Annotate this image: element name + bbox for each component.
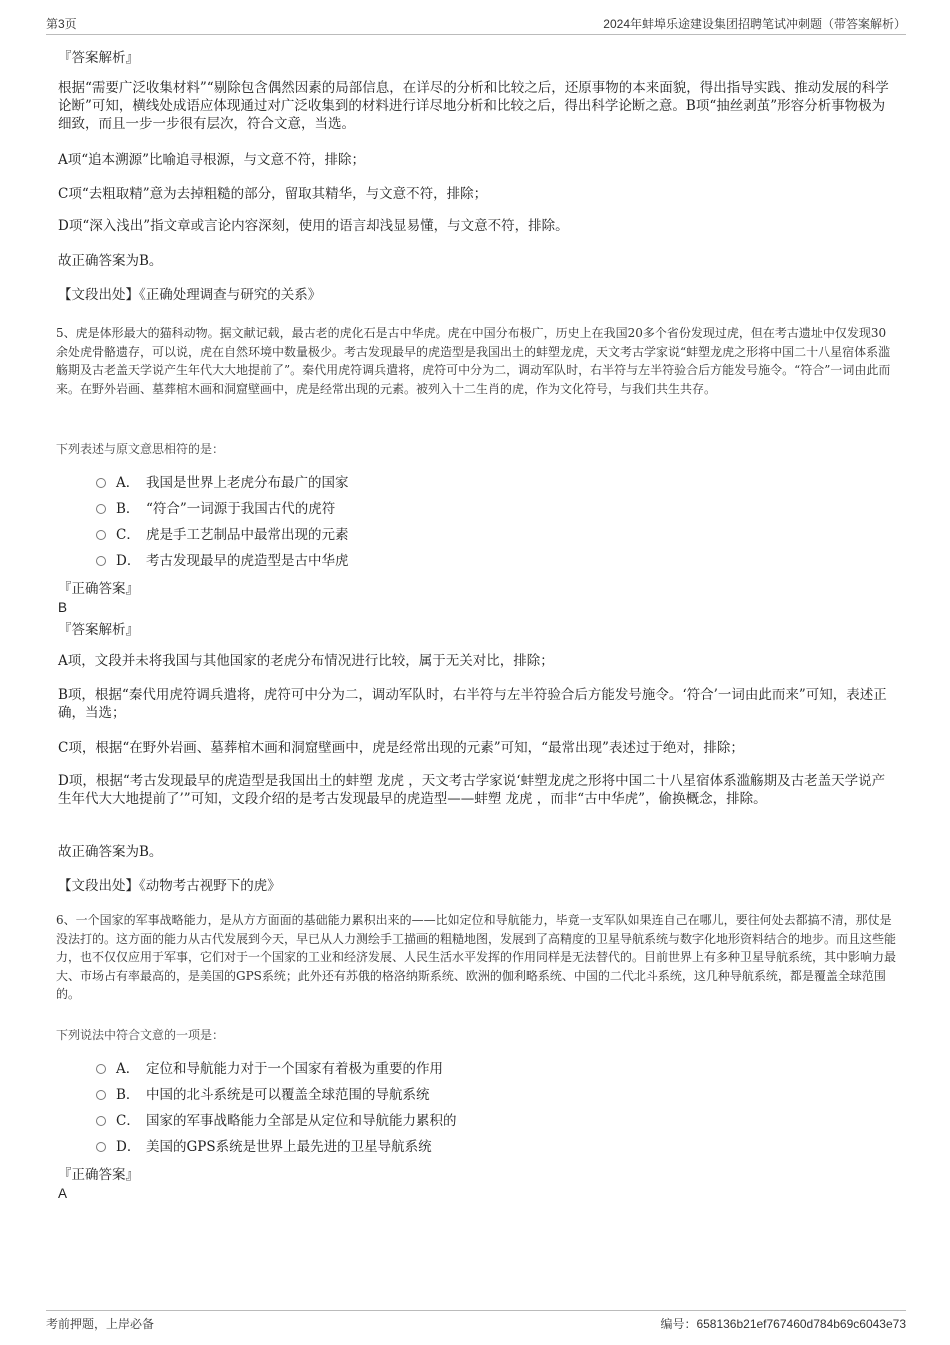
source-citation: 【文段出处】《动物考古视野下的虎》 — [58, 878, 281, 894]
q5-analysis-d: D项，根据“考古发现最早的虎造型是我国出土的蚌塑 龙虎 ，天文考古学家说‘蚌塑龙虎之形将中国二十八星宿体系滥觞期及古老盖天学说产生年代大大地提前了’”可知，文段介绍的是考古发现最早的虎造型——蚌塑 龙虎 ，而非“古中华虎”，偷换概念，排除。 — [58, 773, 886, 807]
question-6-text: 6、一个国家的军事战略能力，是从方方面面的基础能力累积出来的——比如定位和导航能力，毕竟一支军队如果连自己在哪儿，要往何处去都搞不清，那仗是没法打的。这方面的能力从古代发展到今天，早已从人力测绘手工描画的粗糙地图，发展到了高精度的卫星导航系统与数字化地形资料结合的地步。而且这些能力，也不仅仅应用于军事，它们对于一个国家的工业和经济发展、人民生活水平发挥的作用同样是无法替代的。目前世界上有多种卫星导航系统，其中影响力最大、市场占有率最高的，是美国的GPS系统；此外还有苏俄的格洛纳斯系统、欧洲的伽利略系统、中国的二代北斗系统，这几种导航系统，都是覆盖全球范围的。 — [56, 913, 897, 1001]
analysis-option-a: A项“追本溯源”比喻追寻根源，与文意不符，排除； — [58, 152, 366, 168]
question-5-prompt: 下列表述与原文意思相符的是： — [56, 442, 225, 456]
q5-analysis-b: B项，根据“秦代用虎符调兵遣将，虎符可中分为二，调动军队时，右半符与左半符验合后方能发号施令。‘符合’一词由此而来”可知，表述正确，当选； — [58, 687, 887, 721]
q6-option-a[interactable]: A． 定位和导航能力对于一个国家有着极为重要的作用 — [96, 1059, 443, 1079]
radio-button[interactable] — [96, 1064, 106, 1074]
radio-button[interactable] — [96, 556, 106, 566]
q5-option-d[interactable]: D． 考古发现最早的虎造型是古中华虎 — [96, 551, 349, 571]
q5-option-c[interactable]: C． 虎是手工艺制品中最常出现的元素 — [96, 525, 349, 545]
analysis-paragraph: 根据“需要广泛收集材料”“剔除包含偶然因素的局部信息，在详尽的分析和比较之后，还原事物的本来面貌，得出指导实践、推动发展的科学论断”可知，横线处成语应体现通过对广泛收集到的材料进行详尽地分析和比较之后，得出科学论断之意。B项“抽丝剥茧”形容分析事物极为细致，而且一步一步很有层次，符合文意，当选。 — [58, 80, 889, 132]
conclusion: 故正确答案为B。 — [58, 253, 163, 269]
radio-button[interactable] — [96, 1142, 106, 1152]
radio-button[interactable] — [96, 504, 106, 514]
correct-answer: B — [58, 600, 68, 615]
radio-button[interactable] — [96, 1116, 106, 1126]
question-6-prompt: 下列说法中符合文意的一项是： — [56, 1028, 225, 1042]
radio-button[interactable] — [96, 478, 106, 488]
document-id: 编号：658136b21ef767460d784b69c6043e73 — [660, 1317, 906, 1331]
q6-option-b[interactable]: B． 中国的北斗系统是可以覆盖全球范围的导航系统 — [96, 1085, 430, 1105]
q5-analysis-c: C项，根据“在野外岩画、墓葬棺木画和洞窟壁画中，虎是经常出现的元素”可知，“最常出现”表述过于绝对，排除； — [58, 740, 744, 756]
analysis-label: 『答案解析』 — [58, 50, 139, 66]
correct-answer-label: 『正确答案』 — [58, 581, 139, 597]
page-number: 第3页 — [46, 17, 77, 31]
q5-option-a[interactable]: A． 我国是世界上老虎分布最广的国家 — [96, 473, 349, 493]
document-title: 2024年蚌埠乐途建设集团招聘笔试冲刺题（带答案解析） — [603, 17, 906, 31]
footer-slogan: 考前押题，上岸必备 — [46, 1317, 155, 1331]
q5-option-b[interactable]: B． “符合”一词源于我国古代的虎符 — [96, 499, 335, 519]
q6-option-d[interactable]: D． 美国的GPS系统是世界上最先进的卫星导航系统 — [96, 1137, 432, 1157]
page-header — [46, 12, 906, 35]
correct-answer: A — [58, 1186, 68, 1201]
question-5-text: 5、虎是体形最大的猫科动物。据文献记载，最古老的虎化石是古中华虎。虎在中国分布极广，历史上在我国20多个省份发现过虎，但在考古遗址中仅发现30余处虎骨骼遗存，可以说，虎在自然环境中数量极少。考古发现最早的虎造型是我国出土的蚌塑龙虎，天文考古学家说“蚌塑龙虎之形将中国二十八星宿体系滥觞期及古老盖天学说产生年代大大地提前了”。秦代用虎符调兵遣将，虎符可中分为二，调动军队时，右半符与左半符验合后方能发号施令。“符合”一词由此而来。在野外岩画、墓葬棺木画和洞窟壁画中，虎是经常出现的元素。被列入十二生肖的虎，作为文化符号，与我们共生共存。 — [56, 326, 891, 396]
source-citation: 【文段出处】《正确处理调查与研究的关系》 — [58, 287, 322, 303]
radio-button[interactable] — [96, 530, 106, 540]
conclusion: 故正确答案为B。 — [58, 844, 163, 860]
q6-option-c[interactable]: C． 国家的军事战略能力全部是从定位和导航能力累积的 — [96, 1111, 457, 1131]
q5-analysis-a: A项，文段并未将我国与其他国家的老虎分布情况进行比较，属于无关对比，排除； — [58, 653, 554, 669]
radio-button[interactable] — [96, 1090, 106, 1100]
analysis-option-d: D项“深入浅出”指文章或言论内容深刻，使用的语言却浅显易懂，与文意不符，排除。 — [58, 218, 569, 234]
analysis-option-c: C项“去粗取精”意为去掉粗糙的部分，留取其精华，与文意不符，排除； — [58, 186, 488, 202]
correct-answer-label: 『正确答案』 — [58, 1167, 139, 1183]
analysis-label: 『答案解析』 — [58, 622, 139, 638]
page-footer — [46, 1310, 906, 1331]
